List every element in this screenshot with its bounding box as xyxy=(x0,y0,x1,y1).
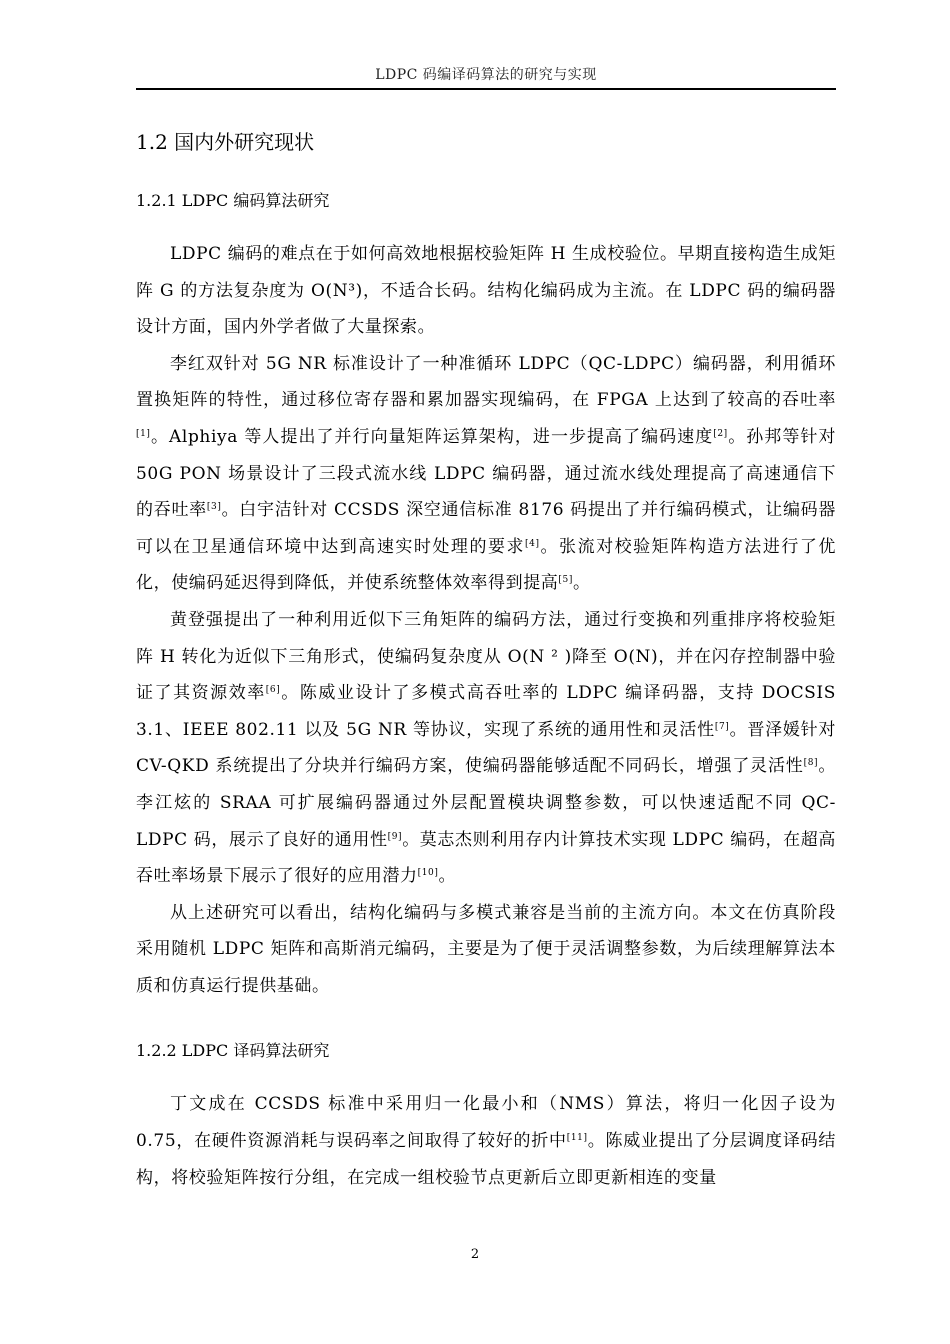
paragraph-text: 黄登强提出了一种利用近似下三角矩阵的编码方法，通过行变换和列重排序将校验矩阵 H 转化为近似下三角形式，使编码复杂度从 O(N ² )降至 O(N)，并在闪存控制器中验证了其资源效率 xyxy=(136,609,836,704)
citation-marker: [3] xyxy=(206,502,222,513)
citation-marker: [6] xyxy=(265,685,281,696)
citation-marker: [2] xyxy=(713,428,728,439)
paragraph-text: 。莫志杰则利用存内计算技术实现 LDPC 编码，在超高吞吐率场景下展示了很好的应用潜力 xyxy=(136,829,836,887)
paragraph-text: 从上述研究可以看出，结构化编码与多模式兼容是当前的主流方向。本文在仿真阶段采用随机 LDPC 矩阵和高斯消元编码，主要是为了便于灵活调整参数，为后续理解算法本质和仿真运行提供基础。 xyxy=(136,902,836,996)
paragraph-text: 李红双针对 5G NR 标准设计了一种准循环 LDPC（QC-LDPC）编码器，利用循环置换矩阵的特性，通过移位寄存器和累加器实现编码，在 FPGA 上达到了较高的吞吐率 xyxy=(136,353,836,411)
paragraph-text: 。晋泽媛针对 CV-QKD 系统提出了分块并行编码方案，使编码器能够适配不同码长，增强了灵活性 xyxy=(136,719,836,777)
paragraph xyxy=(136,895,836,1005)
citation-marker: [9] xyxy=(387,831,403,842)
paragraph xyxy=(136,1086,836,1196)
paragraph-text: LDPC 编码的难点在于如何高效地根据校验矩阵 H 生成校验位。早期直接构造生成矩阵 G 的方法复杂度为 O(N³)，不适合长码。结构化编码成为主流。在 LDPC 码的编码器设计方面，国内外学者做了大量探索。 xyxy=(136,244,836,338)
paragraph-text: 。陈威业设计了多模式高吞吐率的 LDPC 编译码器，支持 DOCSIS 3.1、IEEE 802.11 以及 5G NR 等协议，实现了系统的通用性和灵活性 xyxy=(136,683,836,740)
paragraph-text: 。 xyxy=(438,866,457,887)
citation-marker: [1] xyxy=(136,428,151,439)
paragraph-text: 。白宇洁针对 CCSDS 深空通信标准 8176 码提出了并行编码模式，让编码器可以在卫星通信环境中达到高速实时处理的要求 xyxy=(136,500,836,557)
citation-marker: [8] xyxy=(803,758,819,769)
paragraph-text: 。孙邦等针对 50G PON 场景设计了三段式流水线 LDPC 编码器，通过流水线处理提高了高速通信下的吞吐率 xyxy=(136,426,836,521)
header-rule xyxy=(136,88,836,90)
subsection-title-1-2-1: 1.2.1 LDPC 编码算法研究 xyxy=(136,191,330,210)
paragraph-text: 。陈威业提出了分层调度译码结构，将校验矩阵按行分组，在完成一组校验节点更新后立即更新相连的变量 xyxy=(136,1131,837,1188)
paragraph-text: 。张流对校验矩阵构造方法进行了优化，使编码延迟得到降低，并使系统整体效率得到提高 xyxy=(136,536,836,594)
section-title: 1.2 国内外研究现状 xyxy=(136,130,315,154)
page-number: 2 xyxy=(470,1247,480,1262)
paragraph xyxy=(136,602,836,895)
paragraph-text: 。Alphiya 等人提出了并行向量矩阵运算架构，进一步提高了编码速度 xyxy=(150,426,714,447)
citation-marker: [10] xyxy=(417,868,439,879)
paragraph xyxy=(136,236,836,346)
paragraph xyxy=(136,346,836,602)
paragraph-text: 。李江炫的 SRAA 可扩展编码器通过外层配置模块调整参数，可以快速适配不同 QC-LDPC 码，展示了良好的通用性 xyxy=(136,756,836,850)
citation-marker: [11] xyxy=(566,1133,588,1144)
running-header: LDPC 码编译码算法的研究与实现 xyxy=(375,67,597,83)
paragraph-text: 丁文成在 CCSDS 标准中采用归一化最小和（NMS）算法，将归一化因子设为 0.75，在硬件资源消耗与误码率之间取得了较好的折中 xyxy=(136,1094,836,1152)
paragraph-text: 。 xyxy=(572,573,591,594)
citation-marker: [5] xyxy=(558,575,573,586)
citation-marker: [4] xyxy=(525,538,540,549)
subsection-title-1-2-2: 1.2.2 LDPC 译码算法研究 xyxy=(136,1041,330,1061)
page-body xyxy=(136,116,836,1196)
citation-marker: [7] xyxy=(714,721,730,732)
